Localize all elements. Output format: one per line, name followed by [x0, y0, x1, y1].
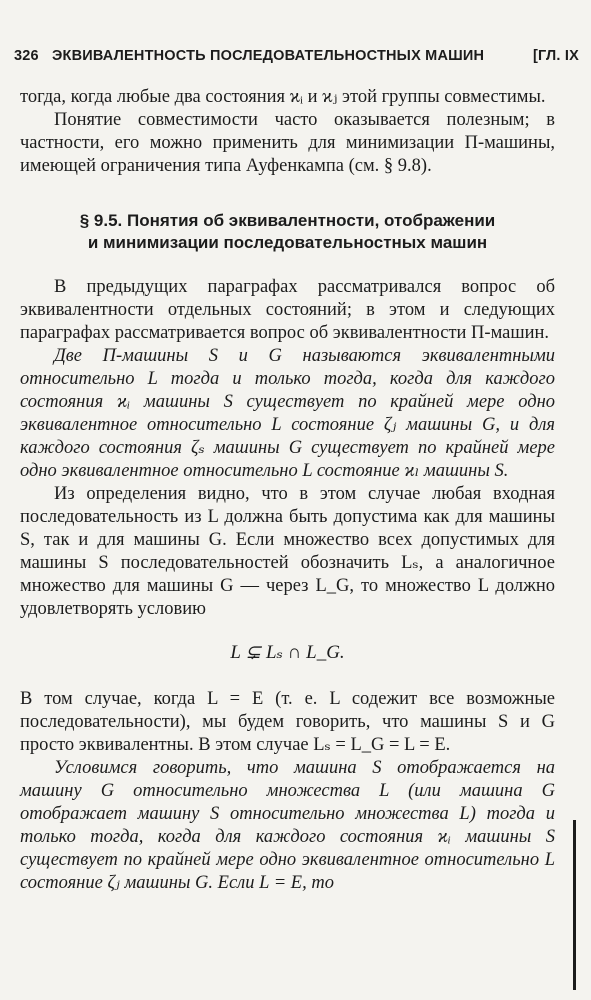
paragraph-intro: В предыдущих параграфах рассматривался вопрос об эквивалентности отдельных состояний; в этом и следующих параграфах рассматривается вопрос об эквивалентности П-машин. [20, 277, 555, 343]
running-title: ЭКВИВАЛЕНТНОСТЬ ПОСЛЕДОВАТЕЛЬНОСТНЫХ МАШИН [52, 48, 485, 64]
margin-bar-mark [573, 820, 576, 990]
paragraph-continuation: тогда, когда любые два состояния ϰᵢ и ϰⱼ этой группы совместимы. [20, 87, 546, 107]
page-body [20, 86, 555, 895]
paragraph-admissible: Из определения видно, что в этом случае любая входная последовательность из L должна быть допустима как для машины S, так и для машины G. Если множество всех допустимых для машины S последовательностей обозначить Lₛ, а аналогичное множество для машины G — через L_G, то множество L должно удовлетворять условию [20, 484, 555, 619]
paragraph-compatibility: Понятие совместимости часто оказывается полезным; в частности, его можно применить для минимизации П-машины, имеющей ограничения типа Ауфенкампа (см. § 9.8). [20, 110, 555, 176]
section-title [20, 210, 555, 254]
formula: L ⊊ Lₛ ∩ L_G. [230, 642, 345, 663]
section-title-line-1: § 9.5. Понятия об эквивалентности, отображении [79, 211, 496, 230]
page-number: 326 [14, 48, 39, 64]
paragraph-equivalent: В том случае, когда L = E (т. е. L содежит все возможные последовательности), мы будем говорить, что машины S и G просто эквивалентны. В этом случае Lₛ = L_G = L = E. [20, 689, 555, 755]
chapter-label: [ГЛ. IX [532, 48, 579, 64]
paragraph-mapping: Условимся говорить, что машина S отображается на машину G относительно множества L (или машина G отображает машину S относительно множества L) тогда и только тогда, когда для каждого состояния ϰᵢ машины S существует по крайней мере одно эквивалентное относительно L состояние ζⱼ машины G. Если L = E, то [20, 758, 555, 893]
section-title-line-2: и минимизации последовательностных машин [87, 233, 488, 252]
paragraph-definition: Две П-машины S и G называются эквивалентными относительно L тогда и только тогда, когда для каждого состояния ϰᵢ машины S существует по крайней мере одно эквивалентное относительно L состояние ζⱼ машины G, и для каждого состояния ζₛ машины G существует по крайней мере одно эквивалентное относительно L состояние ϰₗ машины S. [20, 346, 555, 481]
